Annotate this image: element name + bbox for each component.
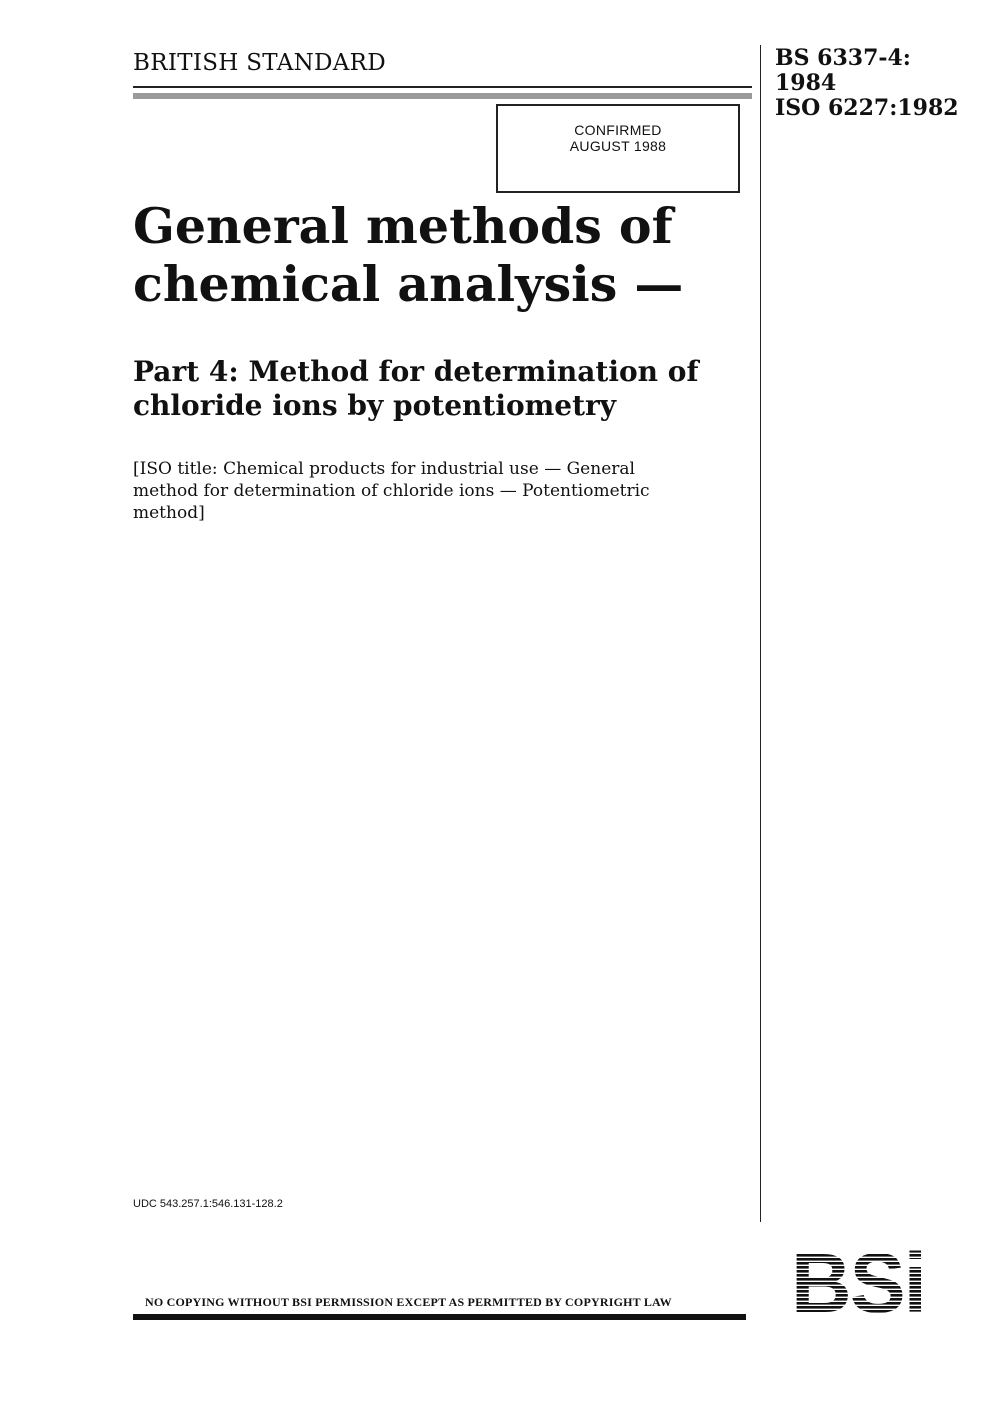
document-title-line1: General methods of	[133, 197, 673, 255]
part-title-line1: Part 4: Method for determination of	[133, 355, 699, 388]
part-title-line2: chloride ions by potentiometry	[133, 389, 617, 422]
svg-text:BSi: BSi	[790, 1242, 926, 1320]
confirmation-status: CONFIRMED	[574, 122, 662, 138]
header-rule	[133, 86, 752, 88]
confirmation-stamp	[496, 104, 740, 193]
footer-rule	[133, 1314, 746, 1320]
iso-title-line2: method for determination of chloride ions — Potentiometric	[133, 481, 650, 501]
standard-number-line1: BS 6337-4:	[775, 45, 911, 71]
header-rule-grey	[133, 93, 752, 99]
iso-title	[133, 458, 743, 524]
standard-number-iso: ISO 6227:1982	[775, 95, 959, 121]
document-title	[133, 197, 753, 313]
document-title-line2: chemical analysis —	[133, 255, 684, 313]
document-category: BRITISH STANDARD	[133, 50, 387, 76]
part-title	[133, 355, 753, 423]
standard-number	[775, 46, 959, 121]
bsi-logo-icon	[770, 1242, 946, 1320]
standard-number-line2: 1984	[775, 70, 837, 96]
udc-code: UDC 543.257.1:546.131-128.2	[133, 1198, 283, 1210]
iso-title-line1: [ISO title: Chemical products for industrial use — General	[133, 459, 635, 479]
copyright-notice: NO COPYING WITHOUT BSI PERMISSION EXCEPT AS PERMITTED BY COPYRIGHT LAW	[145, 1295, 672, 1309]
iso-title-line3: method]	[133, 503, 205, 523]
confirmation-date: AUGUST 1988	[569, 138, 667, 154]
margin-divider	[760, 45, 761, 1222]
